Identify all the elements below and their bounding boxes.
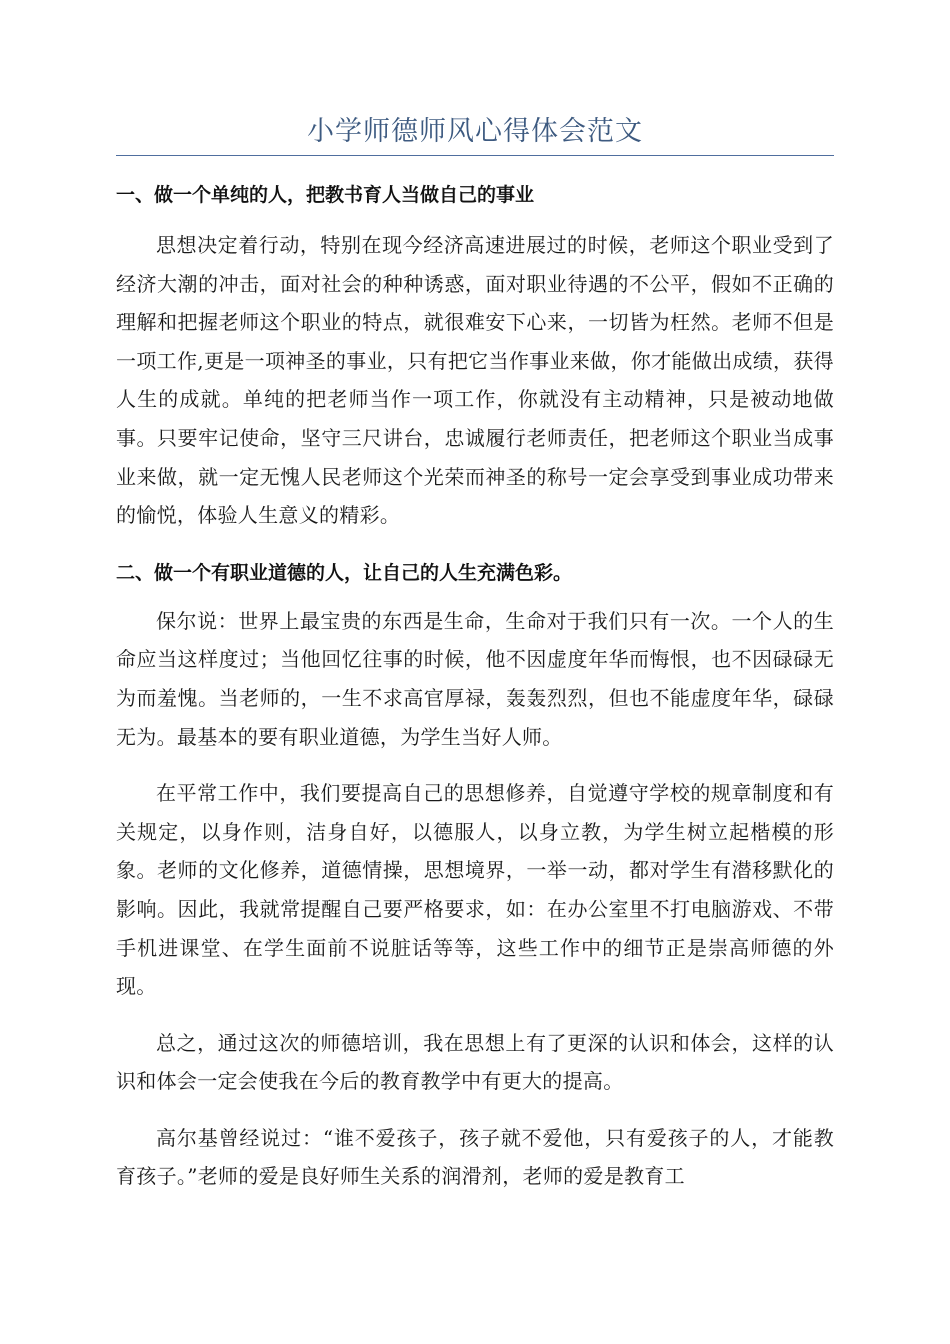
- paragraph: 在平常工作中，我们要提高自己的思想修养，自觉遵守学校的规章制度和有关规定，以身作则，洁身自好，以德服人，以身立教，为学生树立起楷模的形象。老师的文化修养，道德情操，思想境界，一举一动，都对学生有潜移默化的影响。因此，我就常提醒自己要严格要求，如：在办公室里不打电脑游戏、不带手机进课堂、在学生面前不说脏话等等，这些工作中的细节正是崇高师德的外现。: [116, 781, 834, 999]
- paragraph: 总之，通过这次的师德培训，我在思想上有了更深的认识和体会，这样的认识和体会一定会使我在今后的教育教学中有更大的提高。: [116, 1030, 834, 1094]
- section-heading-2: 二、做一个有职业道德的人，让自己的人生充满色彩。: [116, 561, 573, 584]
- paragraph: 保尔说：世界上最宝贵的东西是生命，生命对于我们只有一次。一个人的生命应当这样度过；当他回忆往事的时候，他不因虚度年华而悔恨，也不因碌碌无为而羞愧。当老师的，一生不求高官厚禄，轰轰烈烈，但也不能虚度年华，碌碌无为。最基本的要有职业道德，为学生当好人师。: [116, 608, 834, 749]
- document-page: [116, 112, 834, 1196]
- paragraph: 高尔基曾经说过：“谁不爱孩子，孩子就不爱他，只有爱孩子的人，才能教育孩子。”老师的爱是良好师生关系的润滑剂，老师的爱是教育工: [116, 1125, 834, 1189]
- section-heading-1: 一、做一个单纯的人，把教书育人当做自己的事业: [116, 184, 535, 206]
- title-divider: [116, 155, 834, 156]
- paragraph: 思想决定着行动，特别在现今经济高速进展过的时候，老师这个职业受到了经济大潮的冲击，面对社会的种种诱惑，面对职业待遇的不公平，假如不正确的理解和把握老师这个职业的特点，就很难安下心来，一切皆为枉然。老师不但是一项工作,更是一项神圣的事业，只有把它当作事业来做，你才能做出成绩，获得人生的成就。单纯的把老师当作一项工作，你就没有主动精神，只是被动地做事。只要牢记使命，坚守三尺讲台，忠诚履行老师责任，把老师这个职业当成事业来做，就一定无愧人民老师这个光荣而神圣的称号一定会享受到事业成功带来的愉悦，体验人生意义的精彩。: [116, 233, 834, 528]
- document-title: 小学师德师风心得体会范文: [307, 116, 643, 147]
